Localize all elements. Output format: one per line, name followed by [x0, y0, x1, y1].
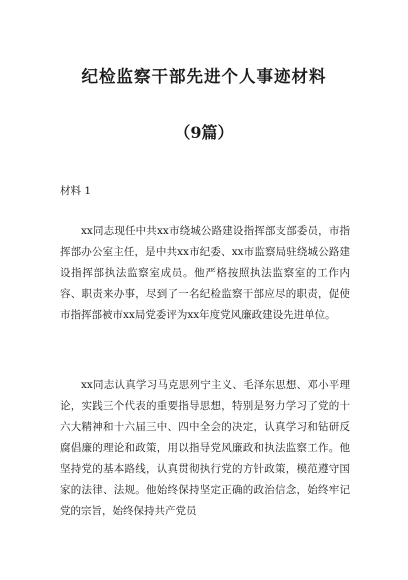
- section-label: 材料 1: [60, 185, 92, 197]
- document-title: 纪检监察干部先进个人事迹材料: [81, 67, 327, 86]
- body-paragraph-1: xx同志现任中共xx市绕城公路建设指挥部支部委员，市指挥部办公室主任，是中共xx市纪委、xx市监察局驻绕城公路建设指挥部执法监察室成员。他严格按照执法监察室的工作内容、职责来办事，尽到了一名纪检监察干部应尽的职责，促使市指挥部被市xx局党委评为xx年度党风廉政建设先进单位。: [60, 225, 350, 321]
- document-subtitle: （9篇）: [174, 123, 234, 142]
- body-paragraph-2: xx同志认真学习马克思列宁主义、毛泽东思想、邓小平理论，实践三个代表的重要指导思想，特别是努力学习了党的十六大精神和十六届三中、四中全会的决定，认真学习和钻研反腐倡廉的理论和政策，用以指导党风廉政和执法监察工作。他坚持党的基本路线，认真贯彻执行党的方针政策，模范遵守国家的法律、法规。他始终保持坚定正确的政治信念，始终牢记党的宗旨，始终保持共产党员: [60, 379, 350, 517]
